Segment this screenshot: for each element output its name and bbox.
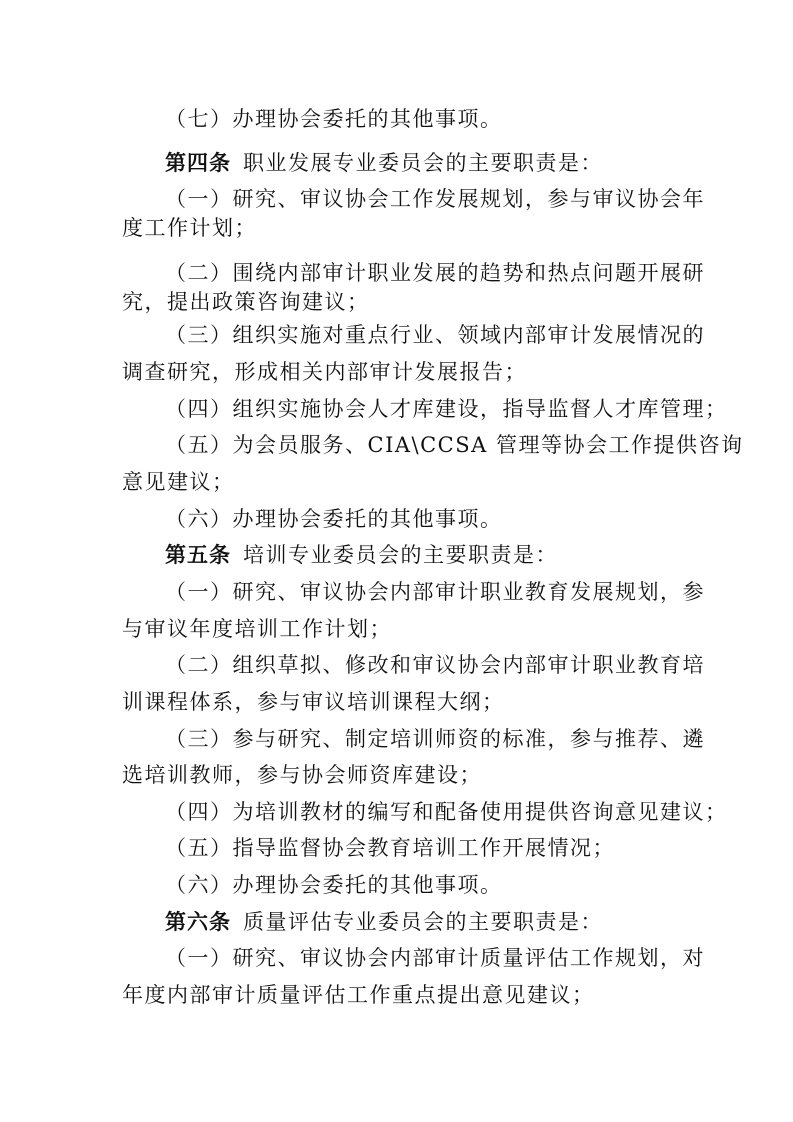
text-line: （六）办理协会委托的其他事项。 bbox=[165, 873, 503, 897]
article-line: 第四条 职业发展专业委员会的主要职责是： bbox=[165, 151, 603, 175]
text-line: （七）办理协会委托的其他事项。 bbox=[165, 107, 503, 131]
text-line: （三）组织实施对重点行业、领域内部审计发展情况的 bbox=[165, 323, 705, 347]
text-line: （一）研究、审议协会工作发展规划，参与审议协会年 bbox=[165, 187, 705, 211]
text-line: 年度内部审计质量评估工作重点提出意见建议； bbox=[122, 983, 595, 1007]
text-line: 究，提出政策咨询建议； bbox=[122, 290, 370, 314]
article-heading: 第六条 bbox=[165, 910, 231, 934]
article-line: 第五条 培训专业委员会的主要职责是： bbox=[165, 543, 558, 567]
text-line: 训课程体系，参与审议培训课程大纲； bbox=[122, 690, 505, 714]
article-heading: 第五条 bbox=[165, 543, 231, 567]
text-line: （六）办理协会委托的其他事项。 bbox=[165, 507, 503, 531]
article-heading: 第四条 bbox=[165, 151, 231, 175]
text-line: 与审议年度培训工作计划； bbox=[122, 617, 392, 641]
text-line: （四）组织实施协会人才库建设，指导监督人才库管理； bbox=[165, 397, 728, 421]
text-line: （五）为会员服务、CIA\CCSA 管理等协会工作提供咨询 bbox=[165, 433, 744, 457]
text-line: 度工作计划； bbox=[122, 216, 257, 240]
article-line: 第六条 质量评估专业委员会的主要职责是： bbox=[165, 910, 603, 934]
text-line: （一）研究、审议协会内部审计质量评估工作规划，对 bbox=[165, 946, 705, 970]
text-line: 意见建议； bbox=[122, 470, 235, 494]
text-line: （一）研究、审议协会内部审计职业教育发展规划，参 bbox=[165, 580, 705, 604]
text-line: （五）指导监督协会教育培训工作开展情况； bbox=[165, 836, 615, 860]
text-line: （二）围绕内部审计职业发展的趋势和热点问题开展研 bbox=[165, 261, 705, 285]
text-line: （四）为培训教材的编写和配备使用提供咨询意见建议； bbox=[165, 800, 728, 824]
text-line: 调查研究，形成相关内部审计发展报告； bbox=[122, 360, 527, 384]
text-line: （二）组织草拟、修改和审议协会内部审计职业教育培 bbox=[165, 653, 705, 677]
text-line: （三）参与研究、制定培训师资的标准，参与推荐、遴 bbox=[165, 727, 705, 751]
text-line: 选培训教师，参与协会师资库建设； bbox=[122, 763, 482, 787]
